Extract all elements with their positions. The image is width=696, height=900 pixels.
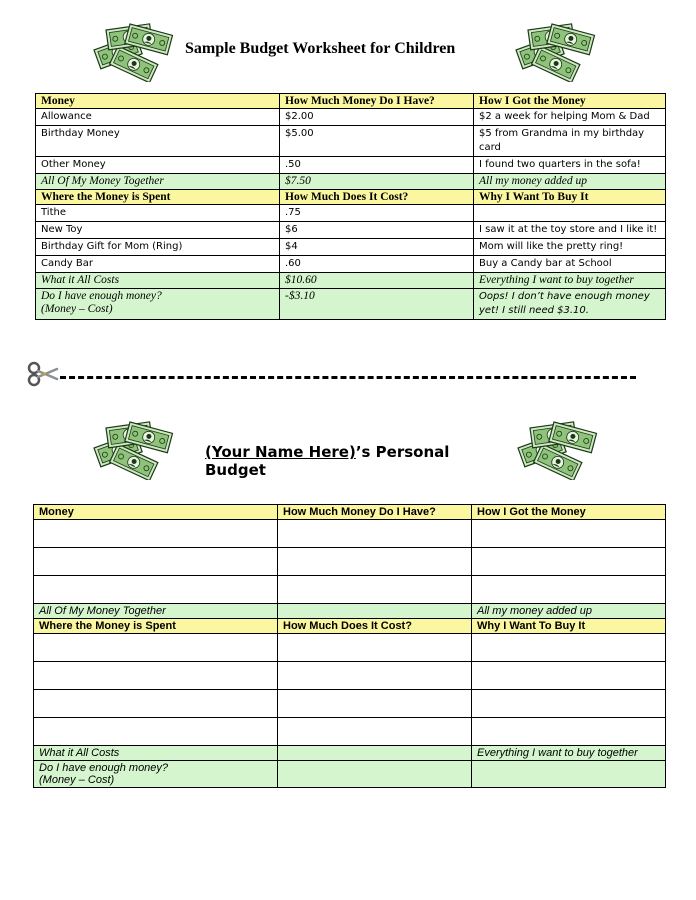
personal-budget-table xyxy=(33,504,666,788)
total-income-row: All Of My Money Together All my money added up xyxy=(34,604,666,619)
blank-entry-row xyxy=(34,690,666,718)
blank-entry-row xyxy=(34,548,666,576)
money-bills-icon xyxy=(512,420,602,480)
blank-entry-row xyxy=(34,634,666,662)
blank-entry-row xyxy=(34,718,666,746)
table-header-row: Where the Money is Spent How Much Does It Cost? Why I Want To Buy It xyxy=(36,190,666,205)
blank-entry-row xyxy=(34,520,666,548)
table-row: Other Money .50 I found two quarters in the sofa! xyxy=(36,157,666,174)
table-row: Tithe .75 xyxy=(36,205,666,222)
table-header-row: Where the Money is Spent How Much Does It Cost? Why I Want To Buy It xyxy=(34,619,666,634)
scissors-icon xyxy=(27,360,59,388)
enough-money-row: Do I have enough money? (Money – Cost) xyxy=(34,761,666,788)
table-row: Birthday Money $5.00 $5 from Grandma in my birthday card xyxy=(36,126,666,157)
blank-entry-row xyxy=(34,576,666,604)
sample-title: Sample Budget Worksheet for Children xyxy=(185,40,456,57)
total-costs-row: What it All Costs $10.60 Everything I want to buy together xyxy=(36,273,666,289)
total-income-row: All Of My Money Together $7.50 All my money added up xyxy=(36,174,666,190)
table-row: Birthday Gift for Mom (Ring) $4 Mom will like the pretty ring! xyxy=(36,239,666,256)
sample-budget-table xyxy=(35,93,666,320)
enough-money-row: Do I have enough money? (Money – Cost) -$3.10 Oops! I don’t have enough money yet! I still need $3.10. xyxy=(36,289,666,320)
table-header-row: Money How Much Money Do I Have? How I Got the Money xyxy=(36,94,666,109)
table-row: Candy Bar .60 Buy a Candy bar at School xyxy=(36,256,666,273)
blank-entry-row xyxy=(34,662,666,690)
table-row: Allowance $2.00 $2 a week for helping Mom & Dad xyxy=(36,109,666,126)
personal-title: (Your Name Here)’s Personal Budget xyxy=(205,443,450,479)
money-bills-icon xyxy=(510,22,600,82)
total-costs-row: What it All Costs Everything I want to buy together xyxy=(34,746,666,761)
money-bills-icon xyxy=(88,420,178,480)
cut-line xyxy=(60,376,636,379)
table-header-row: Money How Much Money Do I Have? How I Got the Money xyxy=(34,505,666,520)
table-row: New Toy $6 I saw it at the toy store and I like it! xyxy=(36,222,666,239)
money-bills-icon xyxy=(88,22,178,82)
